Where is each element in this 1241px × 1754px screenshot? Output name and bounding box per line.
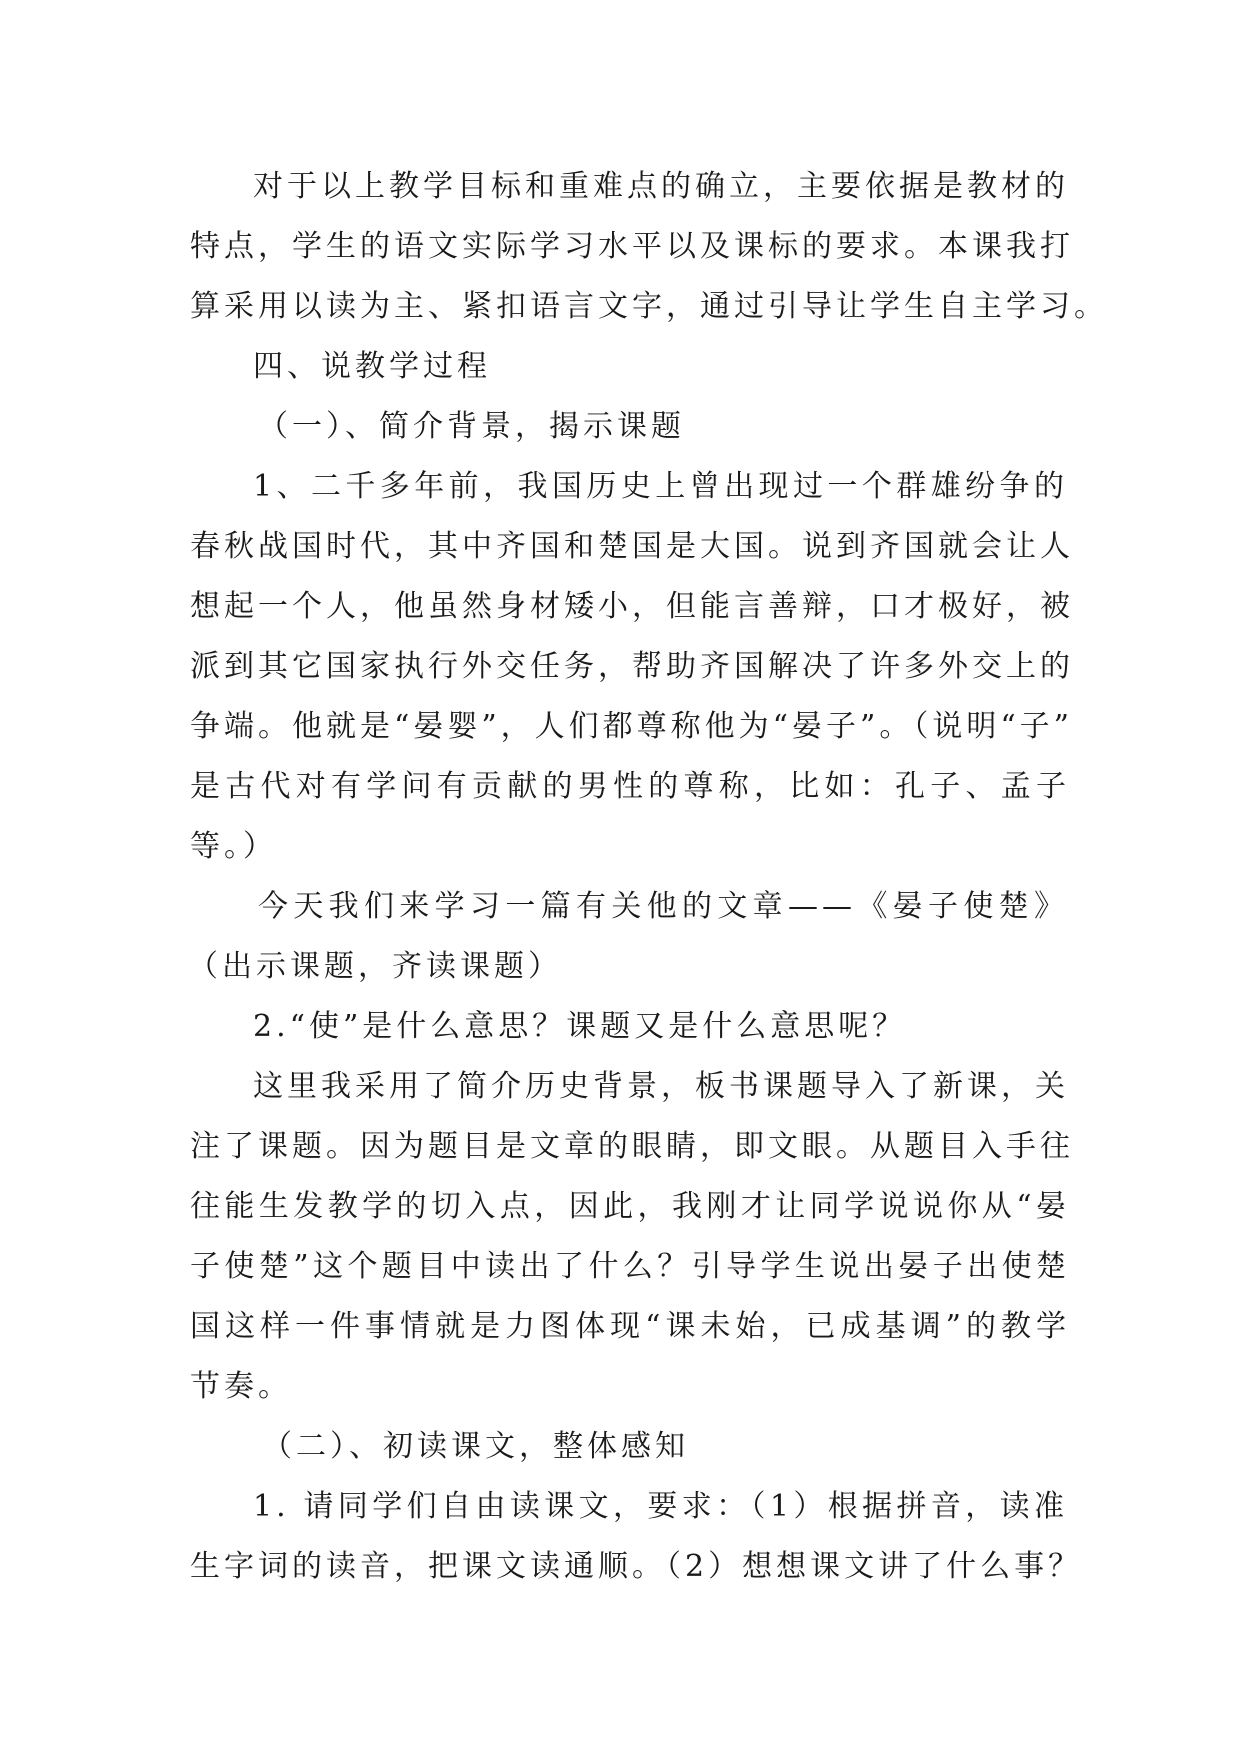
paragraph-line: 这里我采用了简介历史背景，板书课题导入了新课，关	[253, 1069, 1069, 1104]
paragraph-line: 注了课题。因为题目是文章的眼睛，即文眼。从题目入手往	[190, 1129, 1074, 1164]
paragraph-line: 子使楚”这个题目中读出了什么？引导学生说出晏子出使楚	[190, 1249, 1070, 1284]
paragraph-line: 等。）	[190, 829, 277, 864]
subsection-heading: （一）、简介背景，揭示课题	[258, 409, 685, 444]
paragraph-line: 生字词的读音，把课文读通顺。（2）想想课文讲了什么事？	[190, 1549, 1083, 1584]
subsection-heading: （二）、初读课文，整体感知	[262, 1429, 689, 1464]
paragraph-line: 今天我们来学习一篇有关他的文章——《晏子使楚》	[258, 889, 1068, 924]
paragraph-line: 节奏。	[190, 1369, 292, 1404]
paragraph-line: 国这样一件事情就是力图体现“课未始，已成基调”的教学	[190, 1309, 1070, 1344]
paragraph-line: 特点，学生的语文实际学习水平以及课标的要求。本课我打	[190, 229, 1074, 264]
paragraph-line: 想起一个人，他虽然身材矮小，但能言善辩，口才极好，被	[190, 589, 1074, 624]
paragraph-line: 算采用以读为主、紧扣语言文字，通过引导让学生自主学习。	[190, 289, 1108, 324]
section-heading: 四、说教学过程	[253, 349, 491, 384]
paragraph-line: 对于以上教学目标和重难点的确立，主要依据是教材的	[253, 169, 1069, 204]
paragraph-line: （出示课题，齐读课题）	[188, 949, 562, 984]
paragraph-line: 往能生发教学的切入点，因此，我刚才让同学说说你从“晏	[190, 1189, 1070, 1224]
paragraph-line: 争端。他就是“晏婴”，人们都尊称他为“晏子”。（说明“子”	[190, 709, 1074, 744]
paragraph-line: 1. 请同学们自由读课文，要求：（1）根据拼音，读准	[253, 1489, 1068, 1524]
paragraph-line: 春秋战国时代，其中齐国和楚国是大国。说到齐国就会让人	[190, 529, 1074, 564]
paragraph-line: 是古代对有学问有贡献的男性的尊称，比如：孔子、孟子	[190, 769, 1070, 804]
paragraph-line: 派到其它国家执行外交任务，帮助齐国解决了许多外交上的	[190, 649, 1074, 684]
paragraph-line: 1、二千多年前，我国历史上曾出现过一个群雄纷争的	[253, 469, 1068, 504]
paragraph-line: 2.“使”是什么意思？课题又是什么意思呢？	[253, 1009, 907, 1044]
